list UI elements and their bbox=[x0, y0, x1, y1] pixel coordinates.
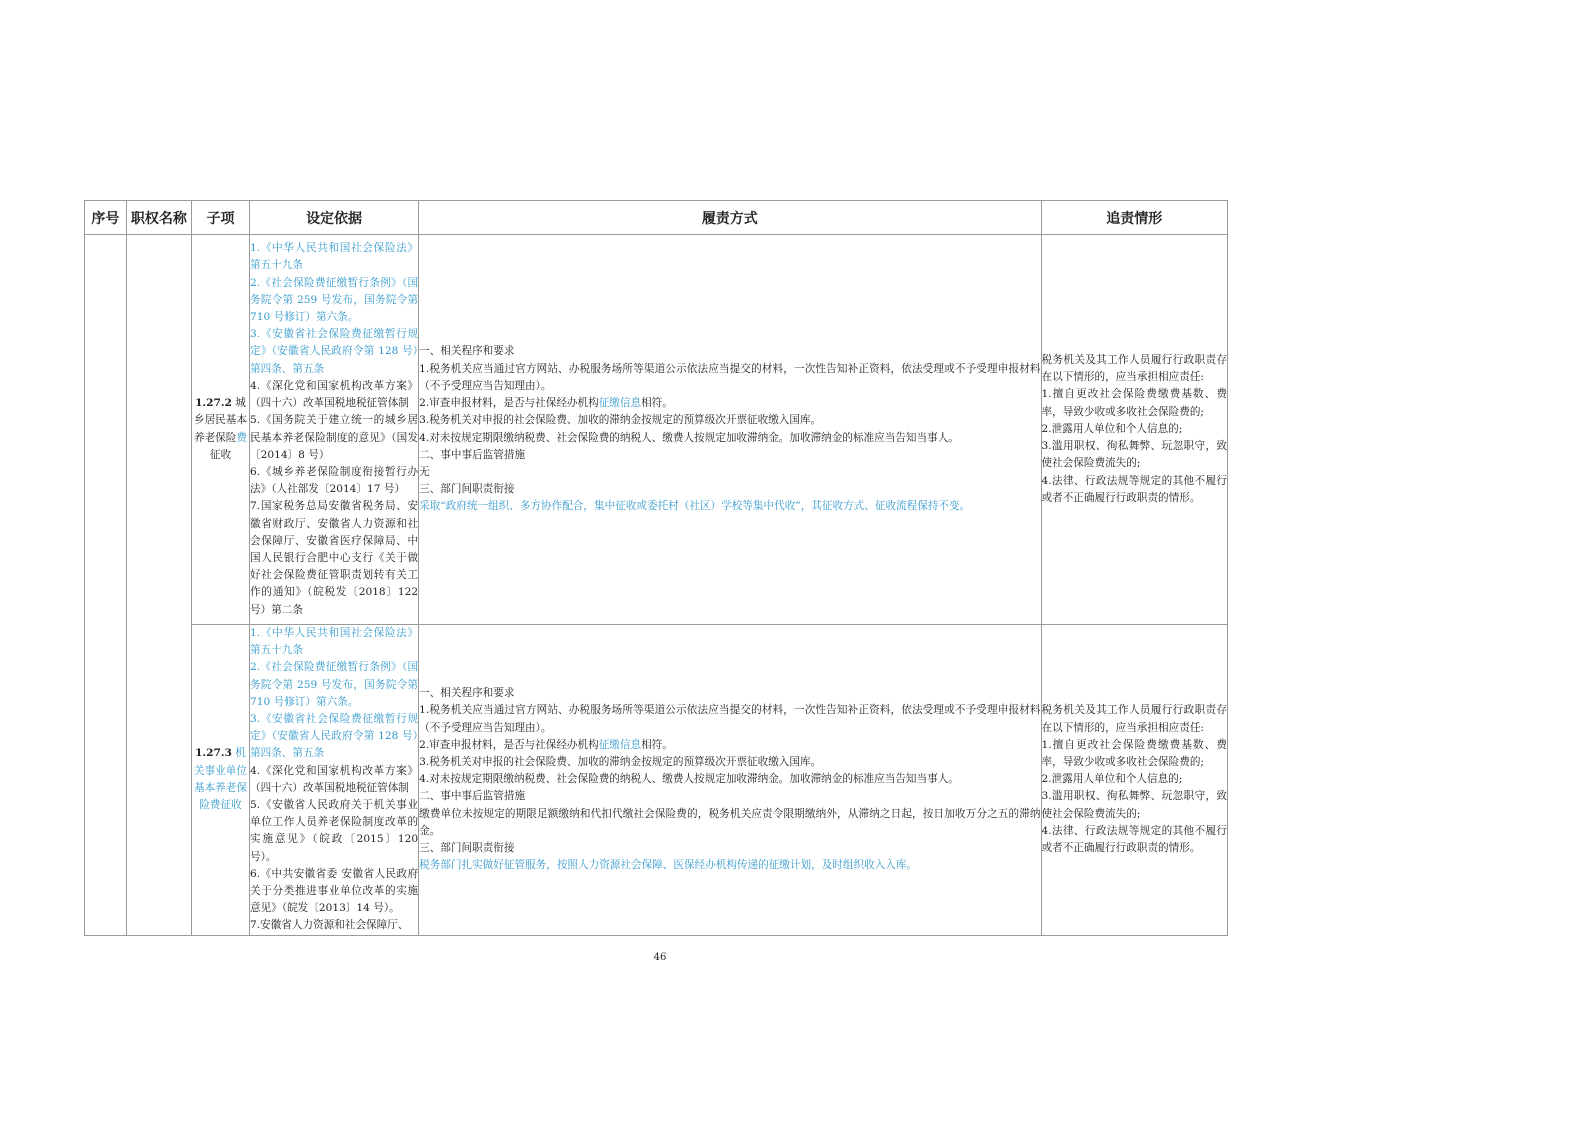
subitem-name-highlight: 机关事业单位基本养老保险费征收 bbox=[194, 747, 247, 812]
duty-text: 相符。 bbox=[641, 397, 673, 410]
duty-item: 1.税务机关应当通过官方网站、办税服务场所等渠道公示依法应当提交的材料，一次性告知补正资料，依法受理或不予受理申报材料（不予受理应当告知理由）。 bbox=[419, 362, 1041, 392]
subitem-code: 1.27.3 bbox=[195, 747, 232, 760]
responsibility-table bbox=[84, 200, 1228, 936]
duty-heading: 二、事中事后监管措施 bbox=[419, 790, 526, 803]
duty-text: 2.审查申报材料，是否与社保经办机构 bbox=[419, 397, 599, 410]
duty-item bbox=[419, 395, 1040, 412]
header-subitem: 子项 bbox=[191, 201, 249, 235]
duty-heading: 一、相关程序和要求 bbox=[419, 345, 515, 358]
pursuit-item: 3.滥用职权、徇私舞弊、玩忽职守，致使社会保险费流失的; bbox=[1041, 790, 1227, 820]
basis-item: 4.《深化党和国家机构改革方案》（四十六）改革国税地税征管体制 bbox=[250, 379, 419, 410]
pursuit-item: 4.法律、行政法规等规定的其他不履行或者不正确履行行政职责的情形。 bbox=[1041, 824, 1227, 855]
duty-item: 缴费单位未按规定的期限足额缴纳和代扣代缴社会保险费的，税务机关应责令限期缴纳外，从滞纳之日起，按日加收万分之五的滞纳金。 bbox=[419, 807, 1041, 837]
basis-item: 6.《中共安徽省委 安徽省人民政府关于分类推进事业单位改革的实施意见》（皖发〔2013〕14 号）。 bbox=[250, 867, 419, 915]
basis-item: 2.《社会保险费征缴暂行条例》（国务院令第 259 号发布，国务院令第 710 号修订）第六条。 bbox=[250, 276, 419, 324]
duty-item: 无 bbox=[419, 465, 430, 478]
pursuit-item: 4.法律、行政法规等规定的其他不履行或者不正确履行行政职责的情形。 bbox=[1041, 474, 1227, 504]
duty-item: 4.对未按规定期限缴纳税费、社会保险费的纳税人、缴费人按规定加收滞纳金。加收滞纳金的标准应当告知当事人。 bbox=[419, 431, 959, 444]
duty-item: 采取“政府统一组织、多方协作配合，集中征收或委托村（社区）学校等集中代收”，其征收方式、征收流程保持不变。 bbox=[419, 500, 971, 513]
basis-item: 1.《中华人民共和国社会保险法》第五十九条 bbox=[250, 627, 419, 657]
power-name-cell bbox=[126, 235, 191, 936]
basis-item: 5.《安徽省人民政府关于机关事业单位工作人员养老保险制度改革的实施意见》（皖政〔2015〕120 号）。 bbox=[250, 799, 419, 863]
pursuit-item: 3.滥用职权、徇私舞弊、玩忽职守，致使社会保险费流失的; bbox=[1041, 440, 1227, 470]
basis-item: 3.《安徽省社会保险费征缴暂行规定》（安徽省人民政府令第 128 号）第四条、第五条 bbox=[250, 328, 419, 375]
duty-item: 4.对未按规定期限缴纳税费、社会保险费的纳税人、缴费人按规定加收滞纳金。加收滞纳金的标准应当告知当事人。 bbox=[419, 773, 959, 786]
pursuit-item: 2.泄露用人单位和个人信息的; bbox=[1041, 773, 1183, 786]
subitem-name-tail: 征收 bbox=[209, 448, 232, 461]
header-power-name: 职权名称 bbox=[126, 201, 191, 235]
basis-item: 7.安徽省人力资源和社会保障厅、 bbox=[250, 919, 409, 932]
pursuit-cell bbox=[1041, 625, 1227, 936]
duty-heading: 一、相关程序和要求 bbox=[419, 687, 515, 700]
subitem-name: 城乡居民基本养老保险 bbox=[194, 397, 247, 444]
duty-heading: 三、部门间职责衔接 bbox=[419, 842, 515, 855]
pursuit-item: 1.擅自更改社会保险费缴费基数、费率，导致少收或多收社会保险费的; bbox=[1041, 388, 1227, 418]
duty-item: 3.税务机关对申报的社会保险费、加收的滞纳金按规定的预算级次开票征收缴入国库。 bbox=[419, 756, 822, 769]
basis-item: 2.《社会保险费征缴暂行条例》（国务院令第 259 号发布，国务院令第 710 号修订）第六条。 bbox=[250, 661, 419, 708]
duty-item: 1.税务机关应当通过官方网站、办税服务场所等渠道公示依法应当提交的材料，一次性告知补正资料，依法受理或不予受理申报材料（不予受理应当告知理由）。 bbox=[419, 704, 1041, 734]
pursuit-item: 税务机关及其工作人员履行行政职责存在以下情形的，应当承担相应责任: bbox=[1041, 704, 1227, 734]
basis-item: 7.国家税务总局安徽省税务局、安徽省财政厅、安徽省人力资源和社会保障厅、安徽省医疗保障局、中国人民银行合肥中心支行《关于做好社会保险费征管职责划转有关工作的通知》（皖税发〔2018〕122 号）第二条 bbox=[250, 500, 419, 616]
pursuit-item: 税务机关及其工作人员履行行政职责存在以下情形的，应当承担相应责任: bbox=[1041, 354, 1227, 384]
duty-item bbox=[419, 737, 1040, 754]
subitem-name-highlight: 费 bbox=[236, 431, 247, 444]
subitem-code: 1.27.2 bbox=[195, 397, 232, 410]
basis-item: 5.《国务院关于建立统一的城乡居民基本养老保险制度的意见》（国发〔2014〕8 号） bbox=[250, 414, 419, 461]
duty-highlight: 征缴信息 bbox=[598, 397, 642, 410]
header-duty-method: 履责方式 bbox=[419, 201, 1041, 235]
subitem-cell bbox=[191, 235, 249, 625]
duty-item: 3.税务机关对申报的社会保险费、加收的滞纳金按规定的预算级次开票征收缴入国库。 bbox=[419, 414, 822, 427]
basis-item: 1.《中华人民共和国社会保险法》第五十九条 bbox=[250, 242, 419, 272]
pursuit-cell bbox=[1041, 235, 1227, 625]
basis-item: 6.《城乡养老保险制度衔接暂行办法》（人社部发〔2014〕17 号） bbox=[250, 465, 419, 496]
table-header-row bbox=[85, 201, 1228, 235]
duty-item: 税务部门扎实做好征管服务，按照人力资源社会保障、医保经办机构传递的征缴计划，及时组织收入入库。 bbox=[419, 859, 918, 872]
basis-item: 4.《深化党和国家机构改革方案》（四十六）改革国税地税征管体制 bbox=[250, 764, 419, 794]
header-serial: 序号 bbox=[85, 201, 127, 235]
basis-cell bbox=[250, 625, 419, 936]
duty-text: 2.审查申报材料，是否与社保经办机构 bbox=[419, 738, 599, 751]
table-row bbox=[85, 235, 1228, 625]
serial-cell bbox=[85, 235, 127, 936]
duty-cell bbox=[419, 625, 1041, 936]
subitem-cell bbox=[191, 625, 249, 936]
duty-text: 相符。 bbox=[641, 738, 673, 751]
basis-item: 3.《安徽省社会保险费征缴暂行规定》（安徽省人民政府令第 128 号）第四条、第五条 bbox=[250, 713, 419, 760]
header-pursuit: 追责情形 bbox=[1041, 201, 1227, 235]
header-basis: 设定依据 bbox=[250, 201, 419, 235]
duty-highlight: 征缴信息 bbox=[598, 738, 642, 751]
duty-cell bbox=[419, 235, 1041, 625]
pursuit-item: 1.擅自更改社会保险费缴费基数、费率，导致少收或多收社会保险费的; bbox=[1041, 738, 1227, 769]
duty-heading: 三、部门间职责衔接 bbox=[419, 483, 515, 496]
page-number: 46 bbox=[653, 952, 667, 963]
pursuit-item: 2.泄露用人单位和个人信息的; bbox=[1041, 422, 1183, 435]
duty-heading: 二、事中事后监管措施 bbox=[419, 448, 526, 461]
table-row bbox=[85, 625, 1228, 936]
basis-cell bbox=[250, 235, 419, 625]
